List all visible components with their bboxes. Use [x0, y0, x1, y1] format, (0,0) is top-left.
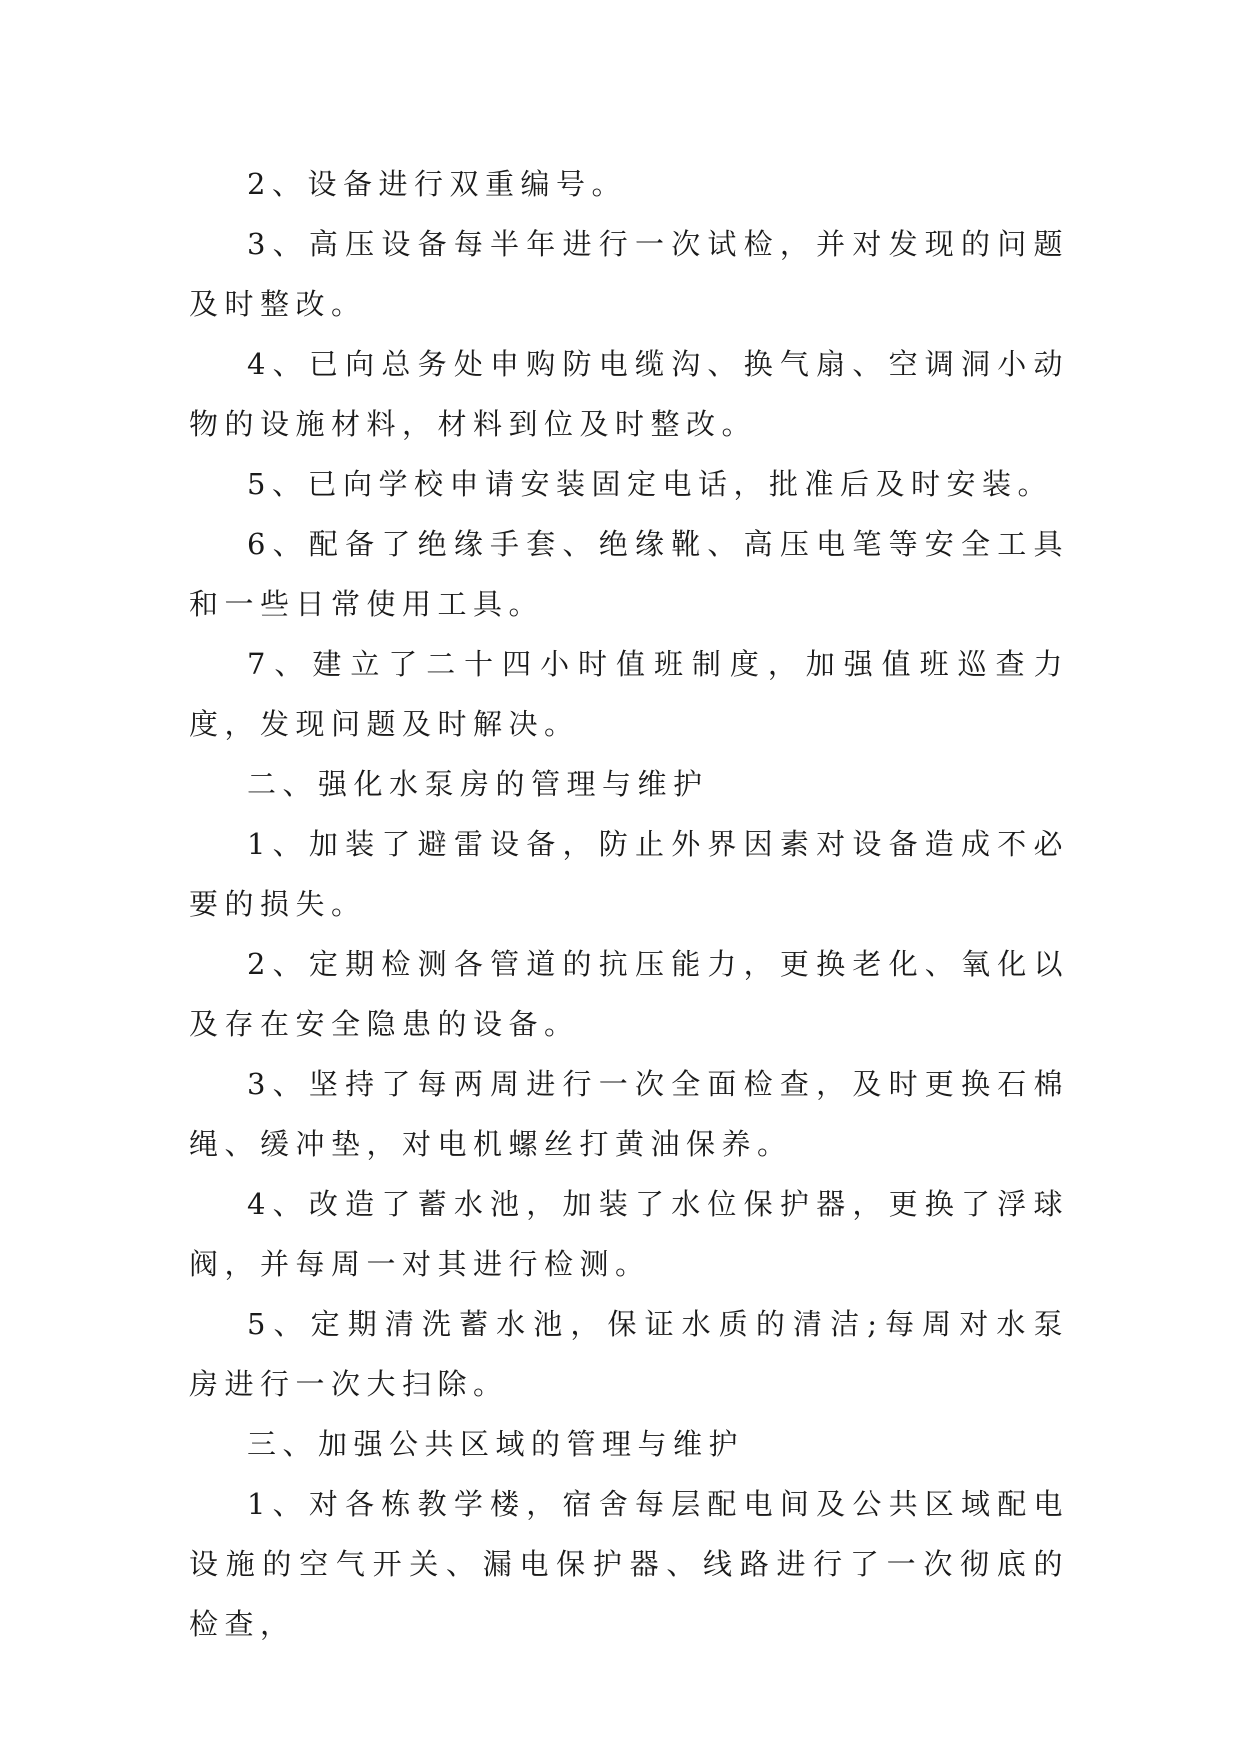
- paragraph-item-6: 6、配备了绝缘手套、绝缘靴、高压电笔等安全工具和一些日常使用工具。: [189, 527, 1069, 621]
- paragraph-item-3: 3、高压设备每半年进行一次试检，并对发现的问题及时整改。: [189, 227, 1069, 321]
- paragraph-pump-4: 4、改造了蓄水池，加装了水位保护器，更换了浮球阀，并每周一对其进行检测。: [189, 1187, 1069, 1281]
- paragraph-item-7: 7、建立了二十四小时值班制度，加强值班巡查力度，发现问题及时解决。: [189, 647, 1069, 741]
- paragraph-pump-5: 5、定期清洗蓄水池，保证水质的清洁;每周对水泵房进行一次大扫除。: [189, 1307, 1069, 1401]
- paragraph-public-1: 1、对各栋教学楼，宿舍每层配电间及公共区域配电设施的空气开关、漏电保护器、线路进行了一次彻底的检查，: [189, 1487, 1069, 1641]
- paragraph-pump-2: 2、定期检测各管道的抗压能力，更换老化、氧化以及存在安全隐患的设备。: [189, 947, 1069, 1041]
- paragraph-pump-3: 3、坚持了每两周进行一次全面检查，及时更换石棉绳、缓冲垫，对电机螺丝打黄油保养。: [189, 1067, 1069, 1161]
- paragraph-item-5: 5、已向学校申请安装固定电话，批准后及时安装。: [247, 467, 1053, 501]
- paragraph-item-2: 2、设备进行双重编号。: [247, 167, 627, 201]
- document-body: [189, 154, 1069, 1654]
- paragraph-item-4: 4、已向总务处申购防电缆沟、换气扇、空调洞小动物的设施材料，材料到位及时整改。: [189, 347, 1069, 441]
- section-heading-2: 二、强化水泵房的管理与维护: [247, 767, 709, 801]
- paragraph-pump-1: 1、加装了避雷设备，防止外界因素对设备造成不必要的损失。: [189, 827, 1069, 921]
- section-heading-3: 三、加强公共区域的管理与维护: [247, 1427, 745, 1461]
